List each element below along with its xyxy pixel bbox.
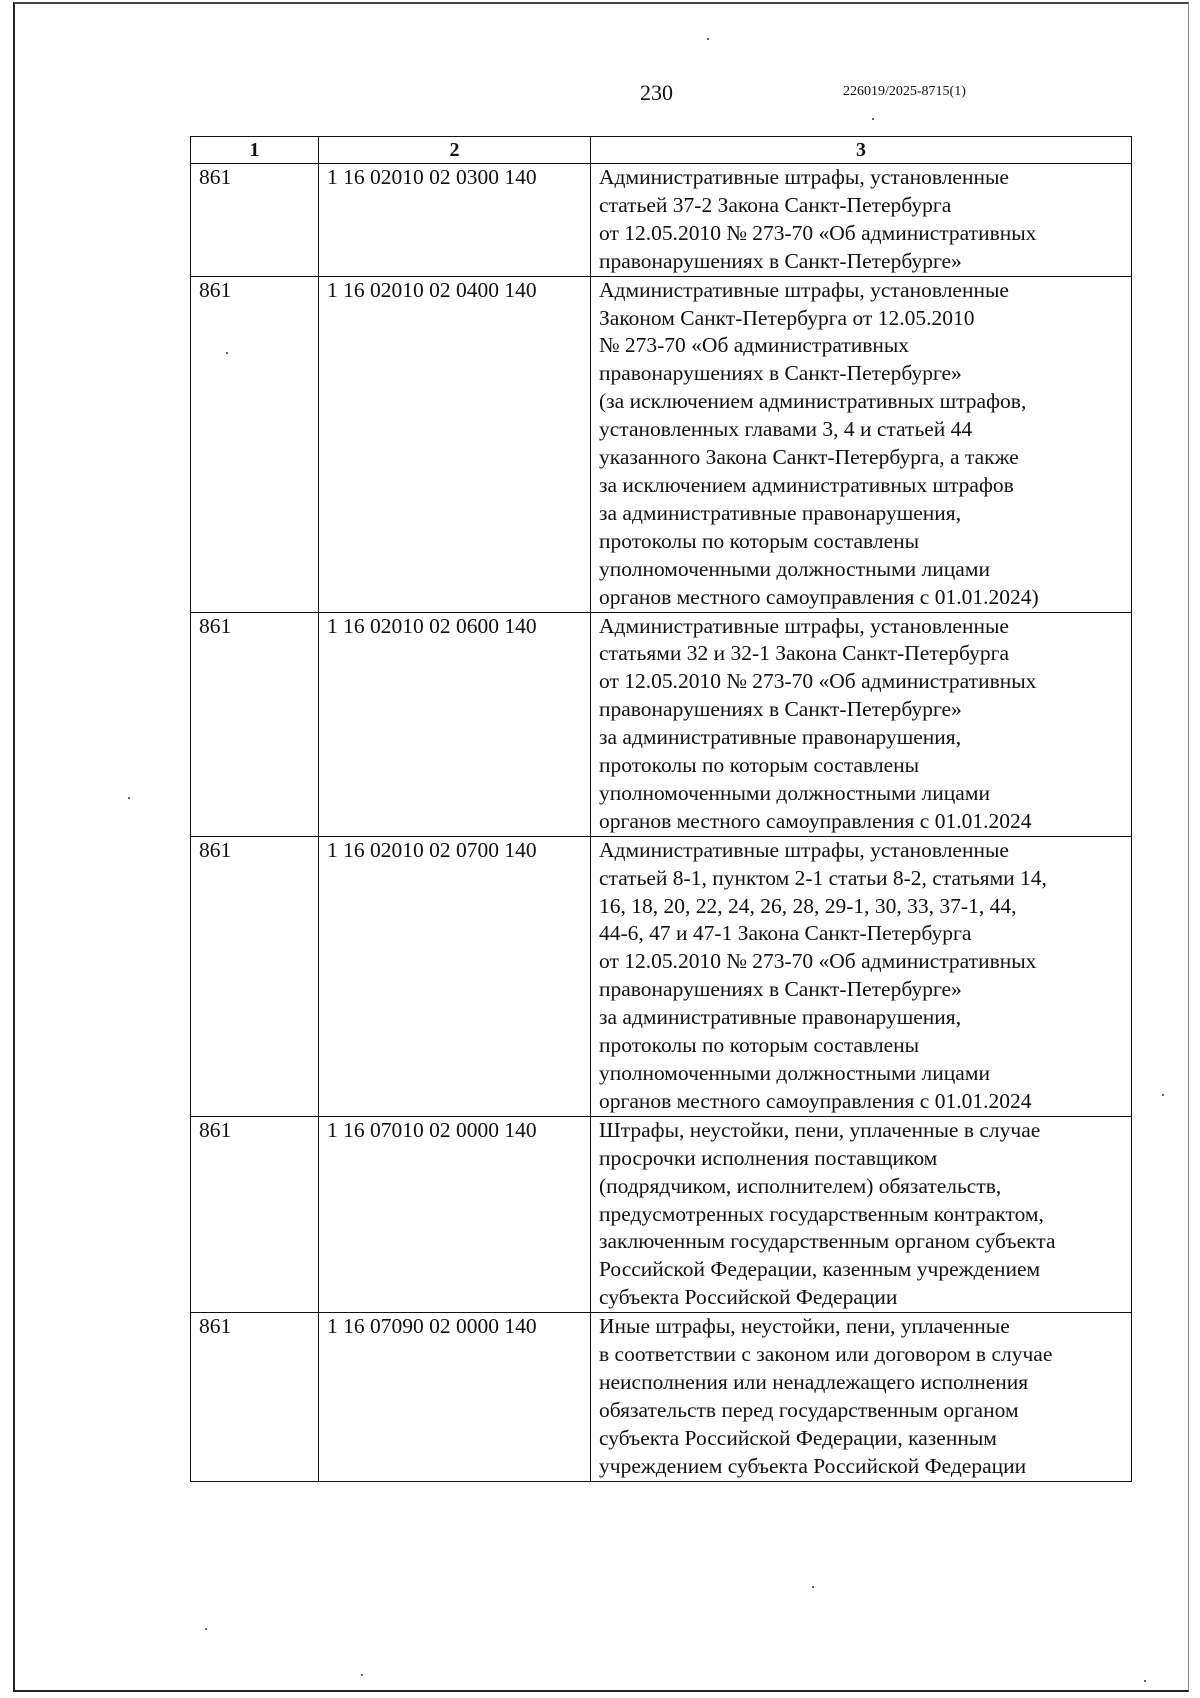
scan-speck	[872, 118, 874, 120]
description-cell: Иные штрафы, неустойки, пени, уплаченные в соответствии с законом или договором в случае неисполнения или ненадлежащего исполнения обязательств перед государственным органом субъекта Российской Федерации, казенным учреждением субъекта Российской Федерации	[591, 1313, 1132, 1481]
scan-speck	[1144, 1680, 1146, 1682]
page-number: 230	[640, 80, 673, 105]
scan-speck	[707, 38, 709, 40]
admin-code-cell: 861	[191, 276, 319, 612]
table-row	[191, 1313, 1132, 1481]
admin-code-cell: 861	[191, 1116, 319, 1312]
description-cell: Административные штрафы, установленные статьями 32 и 32-1 Закона Санкт-Петербурга от 12.05.2010 № 273-70 «Об административных правонарушениях в Санкт-Петербурге» за административные правонарушения, протоколы по которым составлены уполномоченными должностными лицами органов местного самоуправления с 01.01.2024	[591, 612, 1132, 836]
table-header-row	[191, 137, 1132, 164]
scan-speck	[361, 1674, 363, 1676]
kbk-code-cell: 1 16 02010 02 0700 140	[319, 836, 591, 1116]
table-row	[191, 836, 1132, 1116]
scan-speck	[226, 352, 228, 354]
description-cell: Штрафы, неустойки, пени, уплаченные в случае просрочки исполнения поставщиком (подрядчиком, исполнителем) обязательств, предусмотренных государственным контрактом, заключенным государственным органом субъекта Российской Федерации, казенным учреждением субъекта Российской Федерации	[591, 1116, 1132, 1312]
scan-speck	[812, 1586, 814, 1588]
admin-code-cell: 861	[191, 1313, 319, 1481]
column-header-1: 1	[191, 137, 319, 164]
document-id: 226019/2025-8715(1)	[843, 84, 966, 99]
admin-code-cell: 861	[191, 164, 319, 277]
admin-code-cell: 861	[191, 612, 319, 836]
kbk-code-cell: 1 16 02010 02 0600 140	[319, 612, 591, 836]
table-row	[191, 1116, 1132, 1312]
description-cell: Административные штрафы, установленные статьей 8-1, пунктом 2-1 статьи 8-2, статьями 14, 16, 18, 20, 22, 24, 26, 28, 29-1, 30, 33, 37-1, 44, 44-6, 47 и 47-1 Закона Санкт-Петербурга от 12.05.2010 № 273-70 «Об административных правонарушениях в Санкт-Петербурге» за административные правонарушения, протоколы по которым составлены уполномоченными должностными лицами органов местного самоуправления с 01.01.2024	[591, 836, 1132, 1116]
table-row	[191, 164, 1132, 277]
column-header-3: 3	[591, 137, 1132, 164]
table-row	[191, 612, 1132, 836]
description-cell: Административные штрафы, установленные Законом Санкт-Петербурга от 12.05.2010 № 273-70 «Об административных правонарушениях в Санкт-Петербурге» (за исключением административных штрафов, установленных главами 3, 4 и статьей 44 указанного Закона Санкт-Петербурга, а также за исключением административных штрафов за административные правонарушения, протоколы по которым составлены уполномоченными должностными лицами органов местного самоуправления с 01.01.2024)	[591, 276, 1132, 612]
kbk-code-cell: 1 16 07010 02 0000 140	[319, 1116, 591, 1312]
revenue-codes-table	[190, 136, 1132, 1482]
kbk-code-cell: 1 16 02010 02 0400 140	[319, 276, 591, 612]
column-header-2: 2	[319, 137, 591, 164]
scan-speck	[205, 1628, 207, 1630]
table-row	[191, 276, 1132, 612]
scan-speck	[1162, 1094, 1164, 1096]
scan-speck	[128, 797, 130, 799]
description-cell: Административные штрафы, установленные статьей 37-2 Закона Санкт-Петербурга от 12.05.2010 № 273-70 «Об административных правонарушениях в Санкт-Петербурге»	[591, 164, 1132, 277]
kbk-code-cell: 1 16 02010 02 0300 140	[319, 164, 591, 277]
admin-code-cell: 861	[191, 836, 319, 1116]
kbk-code-cell: 1 16 07090 02 0000 140	[319, 1313, 591, 1481]
